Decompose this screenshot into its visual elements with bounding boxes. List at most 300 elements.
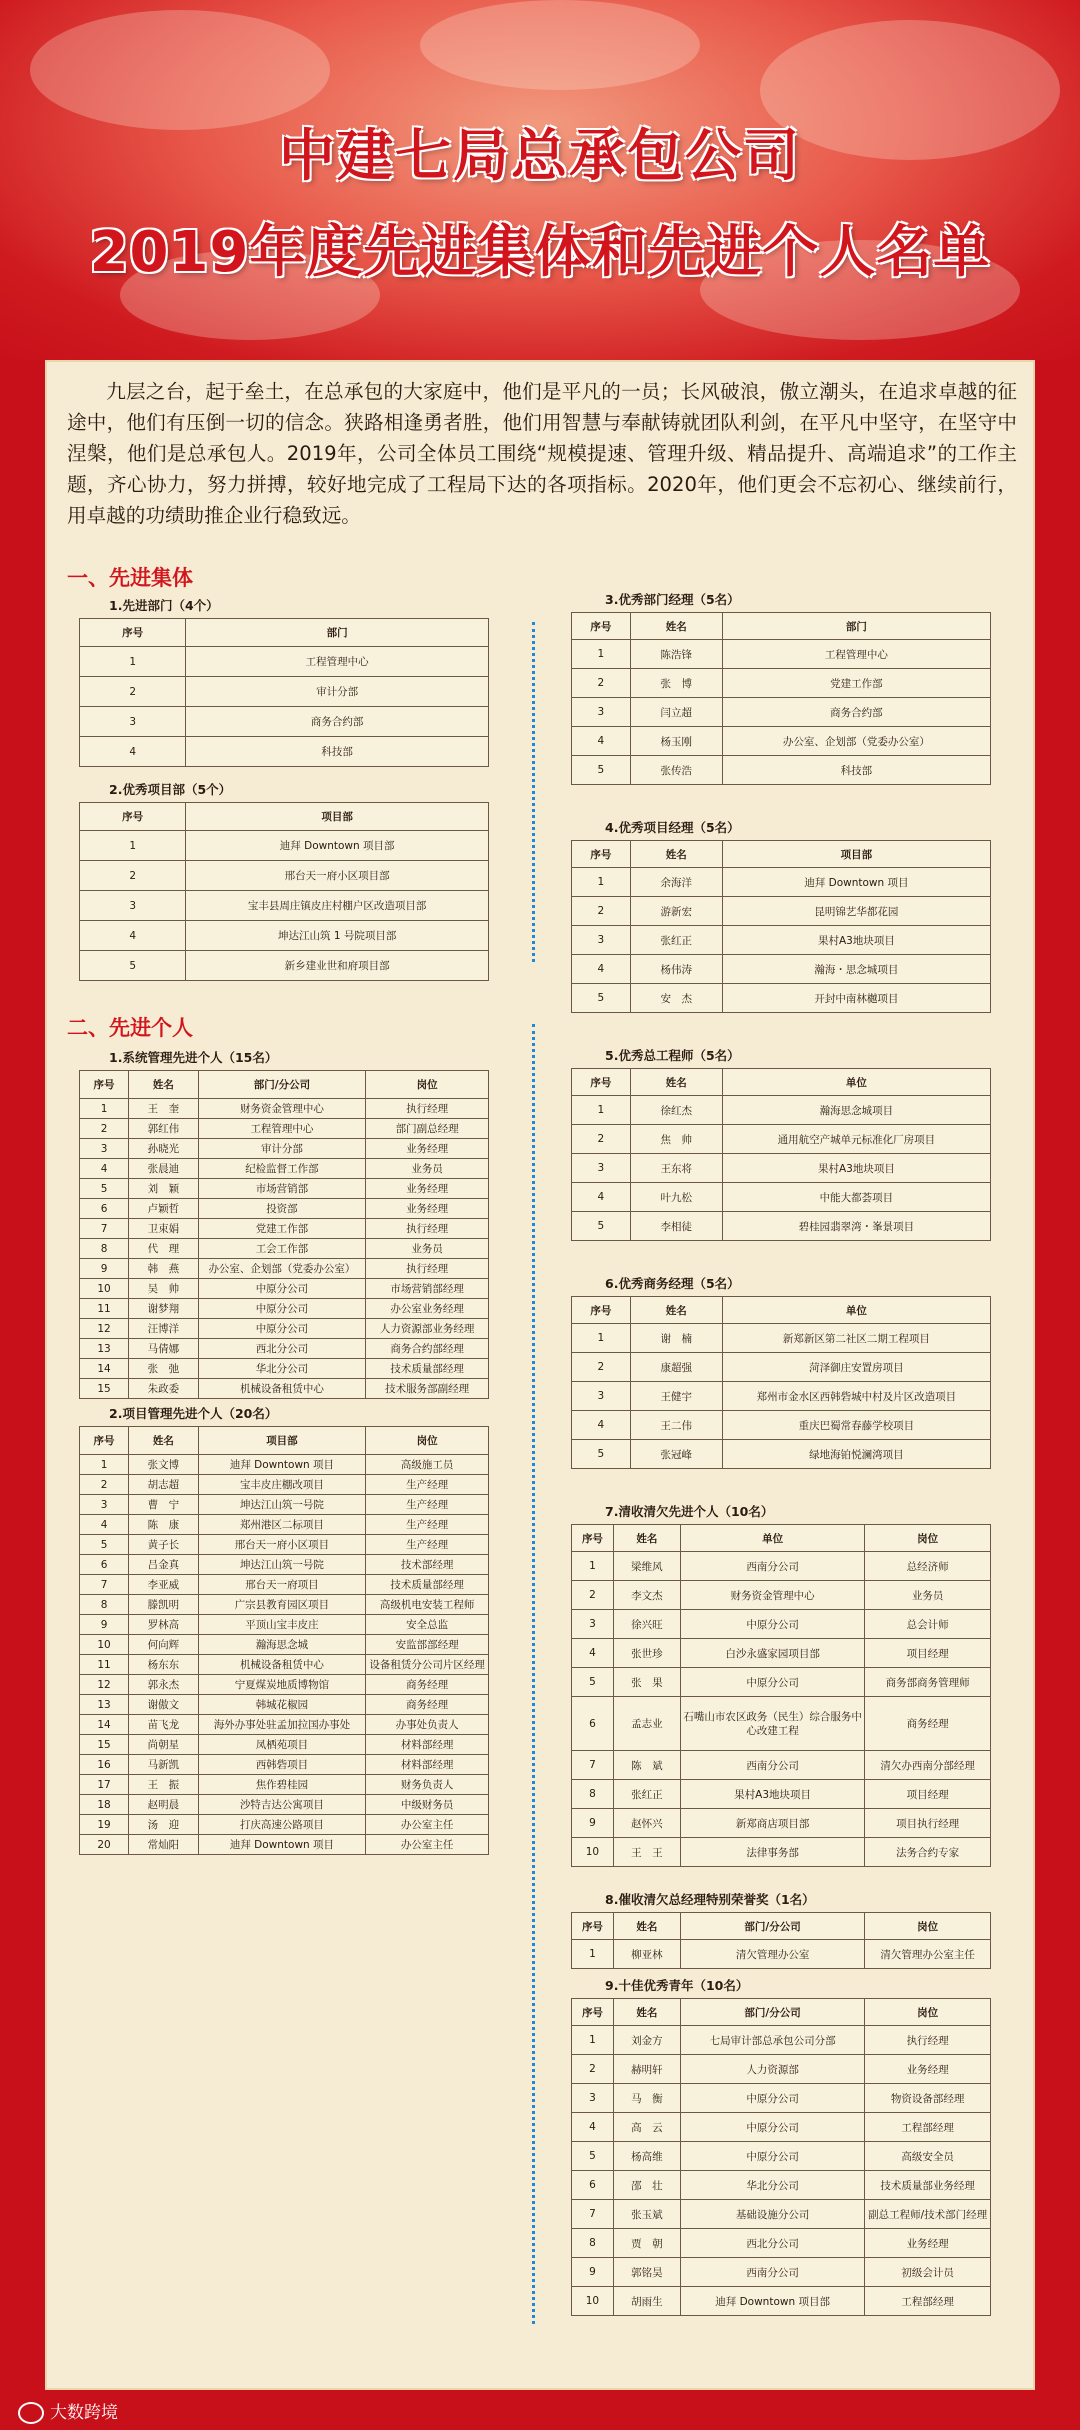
table-cell: 中原分公司 [198,1319,366,1339]
table-cell: 4 [572,1183,631,1212]
table-cell: 昆明锦艺华都花园 [722,897,990,926]
table-cell: 副总工程师/技术部门经理 [865,2200,991,2229]
table-cell: 谢傲文 [129,1695,199,1715]
table-cell: 办公室主任 [366,1815,489,1835]
table-cell: 商务经理 [366,1675,489,1695]
table-row [572,926,991,955]
column-header: 序号 [572,1913,614,1940]
table-row [80,1555,489,1575]
table-cell: 6 [80,1199,129,1219]
table-cell: 中能大都荟项目 [722,1183,990,1212]
table-cell: 7 [80,1575,129,1595]
table-row [572,727,991,756]
table-cell: 8 [80,1595,129,1615]
table-row [572,1324,991,1353]
table-cell: 13 [80,1339,129,1359]
table-cell: 技术服务部副经理 [366,1379,489,1399]
table-cell: 2 [80,861,186,891]
table-cell: 业务经理 [366,1139,489,1159]
table-cell: 3 [80,891,186,921]
dept-managers-table [571,612,991,785]
special-honor-title: 8.催收清欠总经理特别荣誉奖（1名） [605,1892,815,1907]
table-cell: 财务资金管理中心 [680,1581,864,1610]
table-row [80,1099,489,1119]
table-cell: 7 [572,1751,614,1780]
table-cell: 5 [572,1212,631,1241]
table-cell: 王 振 [129,1775,199,1795]
table-cell: 李文杰 [613,1581,680,1610]
table-cell: 尚朝星 [129,1735,199,1755]
table-row [572,1697,991,1751]
table-cell: 高级安全员 [865,2142,991,2171]
brand-logo-icon [18,2402,44,2424]
table-cell: 迪拜 Downtown 项目 [722,868,990,897]
table-row [80,1219,489,1239]
table-cell: 1 [572,1324,631,1353]
table-cell: 5 [572,756,631,785]
table-row [572,1382,991,1411]
table-cell: 滕凯明 [129,1595,199,1615]
table-cell: 项目经理 [865,1780,991,1809]
table-cell: 审计分部 [198,1139,366,1159]
table-cell: 财务资金管理中心 [198,1099,366,1119]
table-row [80,1655,489,1675]
table-row [572,1838,991,1867]
column-header: 部门/分公司 [680,1999,864,2026]
table-cell: 高 云 [613,2113,680,2142]
table-cell: 业务经理 [366,1179,489,1199]
table-row [80,1535,489,1555]
table-row [80,1359,489,1379]
table-cell: 常灿阳 [129,1835,199,1855]
table-row [80,707,489,737]
table-row [80,1119,489,1139]
table-cell: 瀚海思念城项目 [722,1096,990,1125]
table-cell: 陈 康 [129,1515,199,1535]
table-cell: 办公室、企划部（党委办公室） [722,727,990,756]
table-header-row [572,1525,991,1552]
column-header: 部门 [722,613,990,640]
column-header: 项目部 [198,1427,366,1455]
table-cell: 项目经理 [865,1639,991,1668]
table-cell: 马 衡 [613,2084,680,2113]
table-row [572,1096,991,1125]
table-cell: 王二伟 [630,1411,722,1440]
table-row [80,737,489,767]
table-cell: 2 [572,1581,614,1610]
column-header: 岗位 [366,1071,489,1099]
table-cell: 业务经理 [865,2055,991,2084]
table-row [572,1809,991,1838]
table-cell: 苗飞龙 [129,1715,199,1735]
table-row [80,1455,489,1475]
table-cell: 17 [80,1775,129,1795]
table-cell: 技术质量部经理 [366,1575,489,1595]
table-cell: 张红正 [613,1780,680,1809]
table-cell: 中原分公司 [680,1610,864,1639]
table-cell: 刘 颖 [129,1179,199,1199]
table-row [80,1675,489,1695]
table-cell: 碧桂园翡翠湾・峯景项目 [722,1212,990,1241]
table-cell: 2 [80,1475,129,1495]
table-cell: 工程管理中心 [198,1119,366,1139]
system-management-table [79,1070,489,1399]
table-header-row [80,1071,489,1099]
table-cell: 5 [80,1535,129,1555]
table-row [80,1615,489,1635]
table-cell: 绿地海铂悦澜湾项目 [722,1440,990,1469]
column-header: 姓名 [630,1297,722,1324]
table-row [572,2055,991,2084]
table-row [80,1239,489,1259]
table-cell: 党建工作部 [198,1219,366,1239]
table-cell: 卢颖哲 [129,1199,199,1219]
table-cell: 安全总监 [366,1615,489,1635]
table-cell: 9 [572,2258,614,2287]
table-cell: 16 [80,1755,129,1775]
table-row [572,2258,991,2287]
table-row [80,1735,489,1755]
table-cell: 高级施工员 [366,1455,489,1475]
table-cell: 人力资源部 [680,2055,864,2084]
table-cell: 初级会计员 [865,2258,991,2287]
table-row [80,1755,489,1775]
table-cell: 中原分公司 [198,1279,366,1299]
table-cell: 张文博 [129,1455,199,1475]
table-cell: 科技部 [722,756,990,785]
table-row [80,1379,489,1399]
table-row [572,1940,991,1969]
table-cell: 胡志超 [129,1475,199,1495]
top-youth-title: 9.十佳优秀青年（10名） [605,1978,749,1993]
table-header-row [572,613,991,640]
table-row [572,868,991,897]
section-collective-heading: 一、先进集体 [67,566,193,590]
page-title-line2: 2019年度先进集体和先进个人名单 [89,220,991,285]
table-cell: 生产经理 [366,1515,489,1535]
table-header-row [572,1069,991,1096]
table-cell: 中原分公司 [680,1668,864,1697]
table-cell: 代 理 [129,1239,199,1259]
dept-managers-title: 3.优秀部门经理（5名） [605,592,740,607]
column-header: 序号 [572,1999,614,2026]
table-row [80,1319,489,1339]
excellent-projects-title: 2.优秀项目部（5个） [109,782,232,797]
table-row [572,1353,991,1382]
table-cell: 6 [572,2171,614,2200]
table-cell: 李相徒 [630,1212,722,1241]
table-header-row [572,841,991,868]
table-cell: 张 果 [613,1668,680,1697]
table-cell: 业务员 [366,1159,489,1179]
table-cell: 技术部经理 [366,1555,489,1575]
table-cell: 七局审计部总承包公司分部 [680,2026,864,2055]
table-cell: 3 [572,1610,614,1639]
table-row [572,1552,991,1581]
table-row [80,1199,489,1219]
table-cell: 10 [80,1279,129,1299]
table-row [80,831,489,861]
table-cell: 1 [572,640,631,669]
table-cell: 西韩砦项目 [198,1755,366,1775]
table-row [80,1159,489,1179]
table-cell: 工程管理中心 [722,640,990,669]
table-cell: 11 [80,1299,129,1319]
table-cell: 项目执行经理 [865,1809,991,1838]
table-row [572,2026,991,2055]
table-cell: 部门副总经理 [366,1119,489,1139]
table-cell: 中级财务员 [366,1795,489,1815]
table-cell: 法律事务部 [680,1838,864,1867]
table-row [80,1775,489,1795]
table-cell: 基础设施分公司 [680,2200,864,2229]
table-cell: 迪拜 Downtown 项目部 [186,831,489,861]
commercial-managers-title: 6.优秀商务经理（5名） [605,1276,740,1291]
column-header: 序号 [80,619,186,647]
table-cell: 总经济师 [865,1552,991,1581]
table-cell: 技术质量部业务经理 [865,2171,991,2200]
table-cell: 迪拜 Downtown 项目 [198,1455,366,1475]
table-cell: 高级机电安装工程师 [366,1595,489,1615]
table-cell: 吕金真 [129,1555,199,1575]
advanced-departments-table [79,618,489,767]
column-header: 岗位 [865,1913,991,1940]
table-cell: 技术质量部经理 [366,1359,489,1379]
table-cell: 宝丰县周庄镇皮庄村棚户区改造项目部 [186,891,489,921]
table-cell: 游新宏 [630,897,722,926]
table-cell: 焦作碧桂园 [198,1775,366,1795]
table-cell: 罗林高 [129,1615,199,1635]
table-cell: 执行经理 [366,1219,489,1239]
table-cell: 工程部经理 [865,2287,991,2316]
table-cell: 生产经理 [366,1535,489,1555]
table-cell: 机械设备租赁中心 [198,1379,366,1399]
table-cell: 余海洋 [630,868,722,897]
table-cell: 郭铭昊 [613,2258,680,2287]
table-cell: 张传浩 [630,756,722,785]
table-cell: 4 [572,727,631,756]
table-cell: 白沙永盛家园项目部 [680,1639,864,1668]
table-row [572,1751,991,1780]
table-cell: 康超强 [630,1353,722,1382]
table-cell: 商务合约部 [722,698,990,727]
table-cell: 徐红杰 [630,1096,722,1125]
table-cell: 市场营销部 [198,1179,366,1199]
table-row [80,891,489,921]
table-row [80,1715,489,1735]
table-row [572,2287,991,2316]
table-cell: 商务经理 [865,1697,991,1751]
table-cell: 4 [572,1411,631,1440]
table-cell: 张玉斌 [613,2200,680,2229]
table-cell: 3 [572,926,631,955]
table-cell: 华北分公司 [198,1359,366,1379]
table-cell: 9 [80,1259,129,1279]
column-header: 姓名 [630,1069,722,1096]
table-cell: 3 [80,1139,129,1159]
table-cell: 审计分部 [186,677,489,707]
table-cell: 12 [80,1319,129,1339]
table-cell: 1 [572,1940,614,1969]
table-row [80,1475,489,1495]
column-header: 姓名 [613,1525,680,1552]
table-cell: 6 [80,1555,129,1575]
table-cell: 宁夏煤炭地质博物馆 [198,1675,366,1695]
column-header: 序号 [80,803,186,831]
table-row [572,1639,991,1668]
section-individual-heading: 二、先进个人 [67,1016,193,1040]
project-managers-title: 4.优秀项目经理（5名） [605,820,740,835]
table-cell: 安 杰 [630,984,722,1013]
table-row [80,921,489,951]
table-cell: 西南分公司 [680,1751,864,1780]
advanced-departments-title: 1.先进部门（4个） [109,598,219,613]
table-cell: 邵 壮 [613,2171,680,2200]
table-cell: 海外办事处驻孟加拉国办事处 [198,1715,366,1735]
table-row [80,861,489,891]
table-cell: 谢梦翔 [129,1299,199,1319]
table-row [80,1139,489,1159]
column-header: 岗位 [366,1427,489,1455]
table-cell: 生产经理 [366,1475,489,1495]
table-cell: 平顶山宝丰皮庄 [198,1615,366,1635]
table-row [572,2084,991,2113]
table-row [80,1635,489,1655]
table-cell: 机械设备租赁中心 [198,1655,366,1675]
table-row [80,677,489,707]
table-cell: 郭红伟 [129,1119,199,1139]
table-cell: 迪拜 Downtown 项目 [198,1835,366,1855]
table-row [572,897,991,926]
table-cell: 凤栖苑项目 [198,1735,366,1755]
table-cell: 中原分公司 [680,2113,864,2142]
table-cell: 3 [80,707,186,737]
table-cell: 执行经理 [865,2026,991,2055]
column-header: 单位 [680,1525,864,1552]
table-cell: 邢台天一府小区项目部 [186,861,489,891]
table-cell: 邢台天一府项目 [198,1575,366,1595]
table-cell: 汪博洋 [129,1319,199,1339]
table-row [572,1780,991,1809]
table-cell: 张红正 [630,926,722,955]
table-cell: 6 [572,1697,614,1751]
table-cell: 清欠办西南分部经理 [865,1751,991,1780]
top-youth-table [571,1998,991,2316]
table-cell: 3 [572,698,631,727]
column-header: 姓名 [129,1427,199,1455]
table-cell: 7 [572,2200,614,2229]
table-cell: 商务部商务管理师 [865,1668,991,1697]
table-cell: 生产经理 [366,1495,489,1515]
table-cell: 法务合约专家 [865,1838,991,1867]
table-cell: 8 [572,1780,614,1809]
table-cell: 业务员 [366,1239,489,1259]
project-management-title: 2.项目管理先进个人（20名） [109,1406,278,1421]
table-cell: 西北分公司 [680,2229,864,2258]
table-row [572,1154,991,1183]
table-cell: 瀚海思念城 [198,1635,366,1655]
column-header: 姓名 [630,841,722,868]
table-cell: 5 [572,1440,631,1469]
table-cell: 谢 楠 [630,1324,722,1353]
column-header: 项目部 [722,841,990,868]
table-header-row [572,1999,991,2026]
table-cell: 5 [80,951,186,981]
table-cell: 2 [572,1125,631,1154]
table-row [572,1668,991,1697]
table-cell: 2 [80,1119,129,1139]
table-cell: 1 [572,1552,614,1581]
table-row [80,1279,489,1299]
table-cell: 贾 朝 [613,2229,680,2258]
table-row [572,2113,991,2142]
table-cell: 1 [572,868,631,897]
table-cell: 业务员 [865,1581,991,1610]
table-cell: 孟志业 [613,1697,680,1751]
table-cell: 打庆高速公路项目 [198,1815,366,1835]
table-cell: 8 [80,1239,129,1259]
table-cell: 何向辉 [129,1635,199,1655]
table-cell: 3 [572,1154,631,1183]
table-cell: 汤 迎 [129,1815,199,1835]
table-cell: 18 [80,1795,129,1815]
table-cell: 卫束娟 [129,1219,199,1239]
header-banner [0,0,1080,360]
system-management-title: 1.系统管理先进个人（15名） [109,1050,278,1065]
table-header-row [80,619,489,647]
column-header: 部门 [186,619,489,647]
table-cell: 黄子长 [129,1535,199,1555]
table-cell: 坤达江山筑一号院 [198,1495,366,1515]
table-cell: 沙特吉达公寓项目 [198,1795,366,1815]
table-cell: 王 王 [613,1838,680,1867]
table-cell: 果村A3地块项目 [722,1154,990,1183]
table-cell: 西南分公司 [680,1552,864,1581]
column-header: 序号 [572,1525,614,1552]
table-cell: 西南分公司 [680,2258,864,2287]
table-row [572,1581,991,1610]
project-management-table [79,1426,489,1855]
table-cell: 投资部 [198,1199,366,1219]
table-row [80,1495,489,1515]
table-cell: 4 [80,737,186,767]
table-row [572,1411,991,1440]
world-map-decoration [420,0,700,90]
table-cell: 安监部部经理 [366,1635,489,1655]
table-cell: 杨伟涛 [630,955,722,984]
table-row [80,1695,489,1715]
table-cell: 8 [572,2229,614,2258]
table-cell: 工程部经理 [865,2113,991,2142]
table-row [572,1610,991,1639]
table-cell: 张晨迪 [129,1159,199,1179]
table-cell: 果村A3地块项目 [722,926,990,955]
table-cell: 15 [80,1379,129,1399]
table-cell: 王东将 [630,1154,722,1183]
table-row [572,955,991,984]
table-cell: 1 [80,647,186,677]
table-row [80,1595,489,1615]
column-header: 序号 [80,1427,129,1455]
table-cell: 13 [80,1695,129,1715]
content-panel [45,360,1035,2390]
table-cell: 财务负责人 [366,1775,489,1795]
project-managers-table [571,840,991,1013]
table-row [80,951,489,981]
table-cell: 赵怀兴 [613,1809,680,1838]
debt-collection-title: 7.清收清欠先进个人（10名） [605,1504,774,1519]
table-cell: 陈浩锋 [630,640,722,669]
